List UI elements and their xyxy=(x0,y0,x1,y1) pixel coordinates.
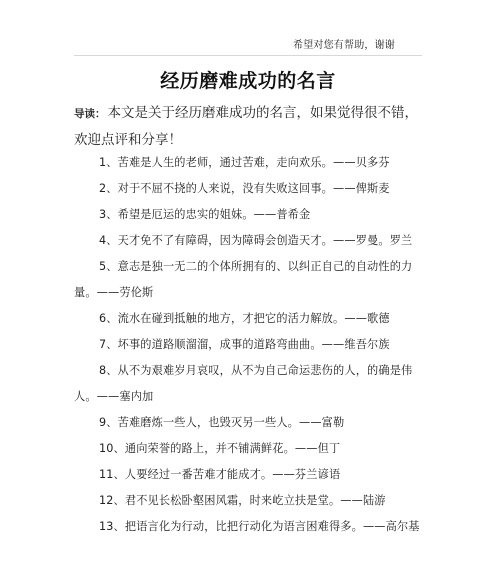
quote-item: 4、天才免不了有障碍，因为障碍会创造天才。——罗曼。罗兰 xyxy=(99,234,413,247)
quote-item: 9、苦难磨炼一些人，也毁灭另一些人。——富勒 xyxy=(99,416,345,429)
intro-text: 本文是关于经历磨难成功的名言，如果觉得很不错，欢迎点评和分享！ xyxy=(74,105,418,148)
quote-item: 2、对于不屈不挠的人来说，没有失败这回事。——俾斯麦 xyxy=(99,182,390,195)
quote-item: 1、苦难是人生的老师，通过苦难，走向欢乐。——贝多芬 xyxy=(99,156,390,169)
quote-item: 3、希望是厄运的忠实的姐妹。——普希金 xyxy=(99,208,311,221)
quote-item: 10、通向荣誉的路上，并不铺满鲜花。——但丁 xyxy=(99,442,341,455)
quote-item: 12、君不见长松卧壑困风霜，时来屹立扶是堂。——陆游 xyxy=(99,494,386,507)
quote-item: 6、流水在碰到抵触的地方，才把它的活力解放。——歌德 xyxy=(99,312,390,325)
intro-paragraph xyxy=(74,100,426,153)
quote-item: 8、从不为艰难岁月哀叹，从不为自己命运悲伤的人，的确是伟人。——塞内加 xyxy=(74,364,413,403)
quote-item: 7、坏事的道路顺溜溜，成事的道路弯曲曲。——维吾尔族 xyxy=(99,338,390,351)
quote-item: 5、意志是独一无二的个体所拥有的、以纠正自己的自动性的力量。——劳伦斯 xyxy=(74,260,413,299)
quote-item: 11、人要经过一番苦难才能成才。——芬兰谚语 xyxy=(99,468,341,481)
header-divider xyxy=(74,55,422,56)
quote-list xyxy=(74,150,426,540)
intro-label: 导读： xyxy=(74,108,106,120)
page-title: 经历磨难成功的名言 xyxy=(160,70,336,92)
quote-item: 13、把语言化为行动，比把行动化为语言困难得多。——高尔基 xyxy=(99,520,420,533)
header-note: 希望对您有帮助，谢谢 xyxy=(293,40,395,51)
